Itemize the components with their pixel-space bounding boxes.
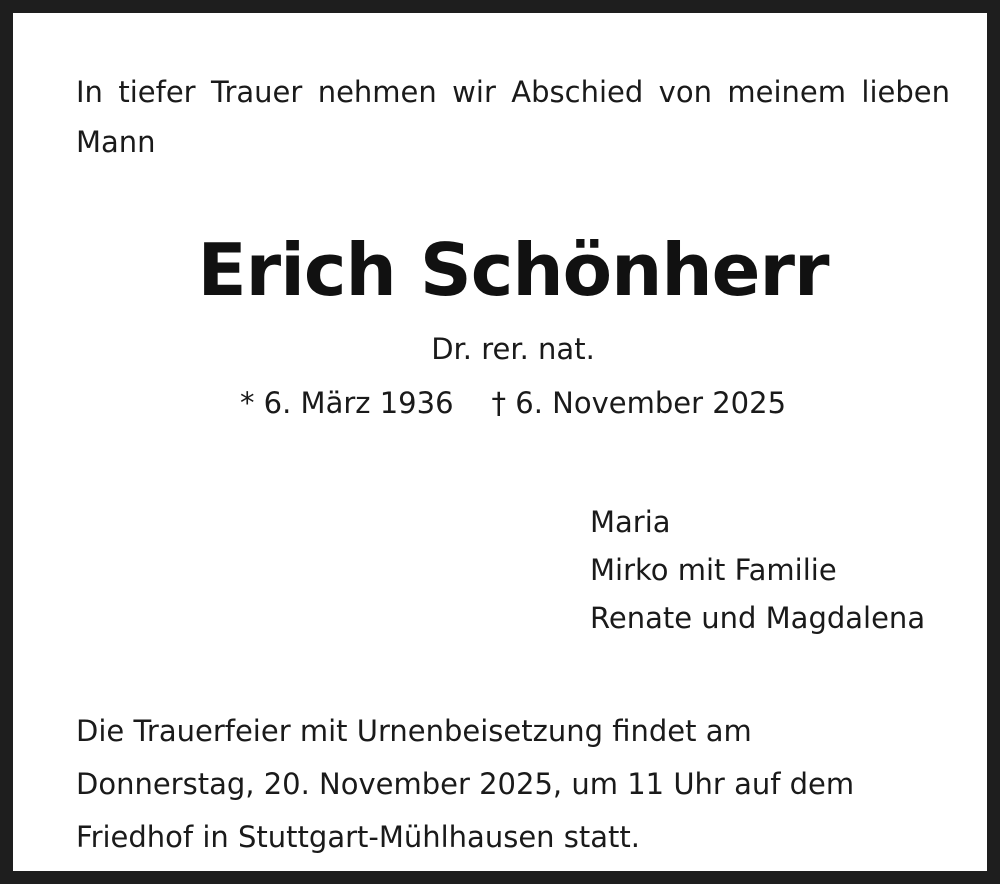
ceremony-line: Donnerstag, 20. November 2025, um 11 Uhr auf dem: [76, 767, 855, 801]
life-dates: [13, 383, 1000, 423]
ceremony-info: [76, 705, 956, 864]
mourner-item: Mirko mit Familie: [590, 553, 837, 587]
mourner-item: Renate und Magdalena: [590, 601, 926, 635]
mourners-list: [590, 498, 925, 642]
birth-date: * 6. März 1936: [239, 386, 454, 420]
intro-text: In tiefer Trauer nehmen wir Abschied von meinem lieben Mann: [76, 75, 950, 159]
ceremony-line: Friedhof in Stuttgart-Mühlhausen statt.: [76, 820, 640, 854]
deceased-name: Erich Schönherr: [197, 228, 829, 312]
mourner-item: Maria: [590, 505, 671, 539]
ceremony-line: Die Trauerfeier mit Urnenbeisetzung findet am: [76, 714, 752, 748]
death-date: † 6. November 2025: [491, 386, 787, 420]
academic-title: Dr. rer. nat.: [431, 332, 595, 366]
